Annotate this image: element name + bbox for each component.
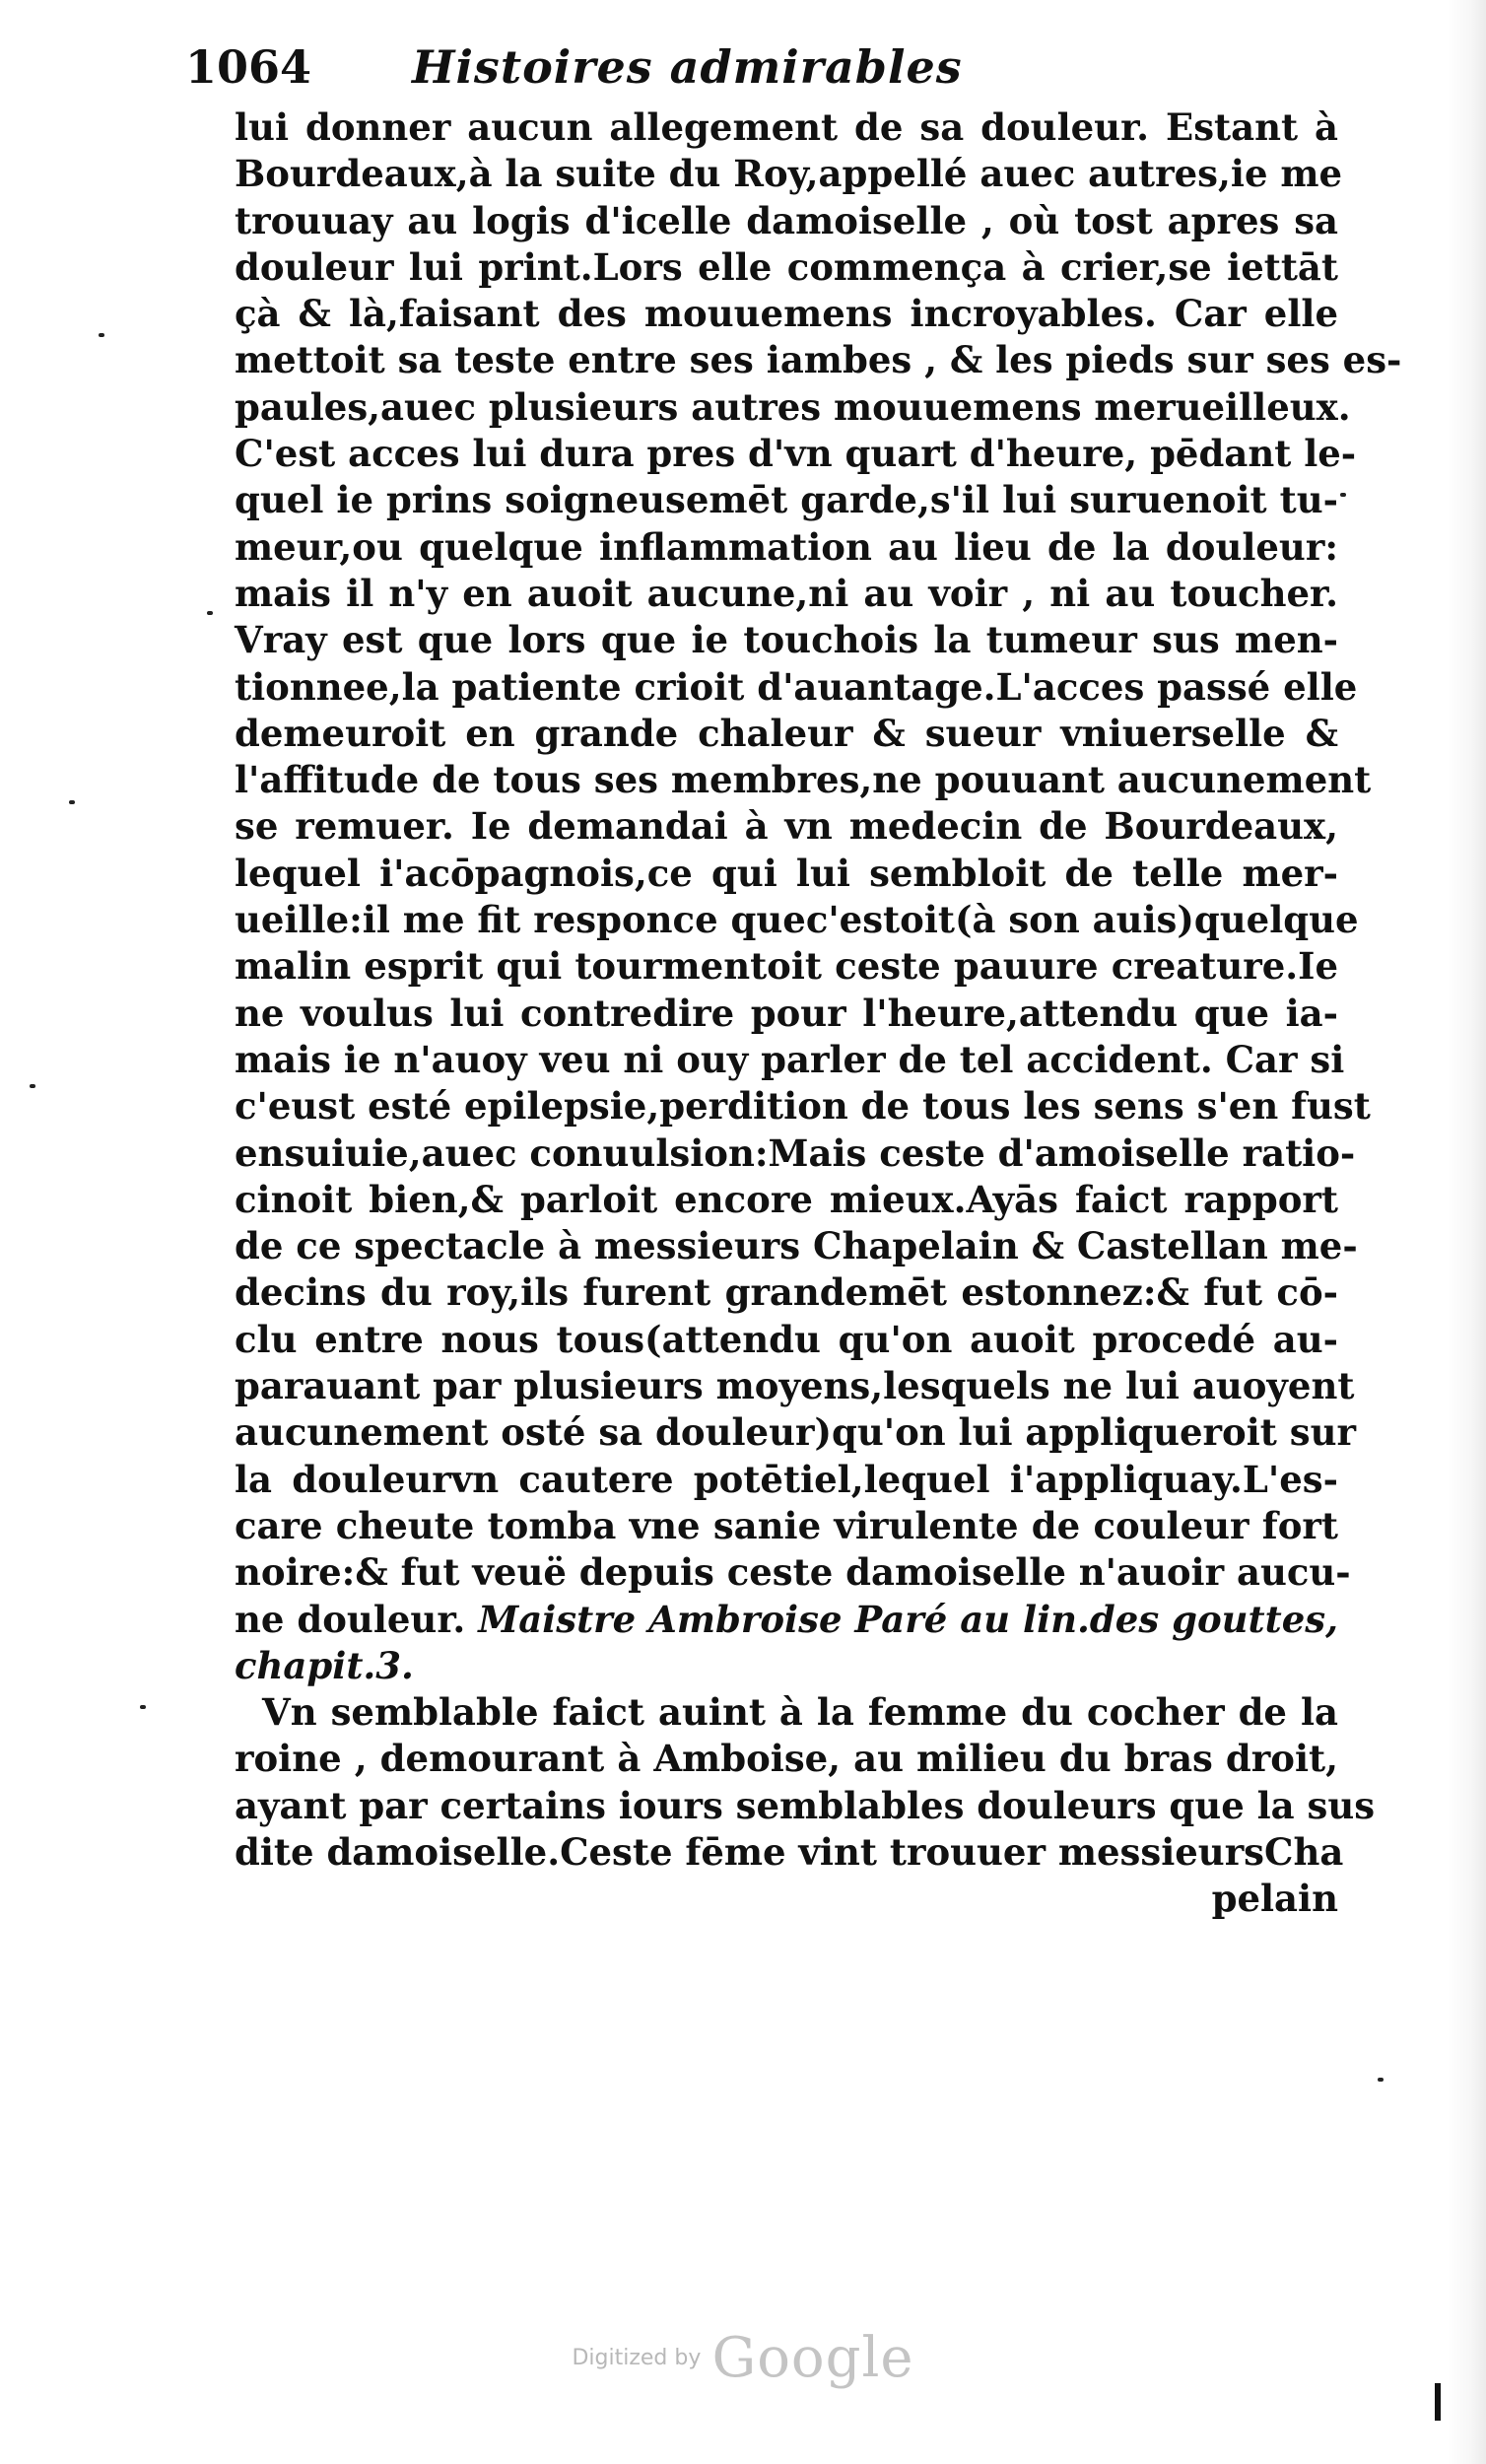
google-logo: Google <box>711 2326 914 2390</box>
page-number: 1064 <box>185 40 312 94</box>
text-line: care cheute tomba vne sanie virulente de couleur fort <box>235 1503 1338 1547</box>
paragraph-line: ayant par certains iours semblables douleurs que la sus <box>235 1783 1376 1827</box>
margin-speck <box>140 1705 146 1709</box>
citation-lead: ne douleur. <box>235 1597 466 1641</box>
text-line: c'eust esté epilepsie,perdition de tous les sens s'en fust <box>235 1084 1371 1129</box>
margin-speck <box>99 333 104 337</box>
text-line: mais ie n'auoy veu ni ouy parler de tel accident. Car si <box>235 1037 1345 1081</box>
margin-speck <box>1340 493 1346 497</box>
text-line: Vray est que lors que ie touchois la tumeur sus men- <box>235 618 1338 662</box>
paragraph-line: Vn semblable faict auint à la femme du cocher de la <box>262 1690 1338 1735</box>
text-line: lui donner aucun allegement de sa douleur. Estant à <box>235 105 1338 149</box>
digitized-footer <box>0 2326 1486 2390</box>
paragraph-line: dite damoiselle.Ceste fēme vint trouuer messieursCha <box>235 1829 1344 1874</box>
text-line: cinoit bien,& parloit encore mieux.Ayās faict rapport <box>235 1177 1338 1221</box>
citation-line <box>235 1597 1338 1643</box>
text-line: C'est acces lui dura pres d'vn quart d'heure, pēdant le- <box>235 432 1357 476</box>
text-line: lequel i'acōpagnois,ce qui lui sembloit de telle mer- <box>235 851 1338 895</box>
text-line: çà & là,faisant des mouuemens incroyables. Car elle <box>235 292 1338 336</box>
paragraph-line: roine , demourant à Amboise, au milieu du bras droit, <box>235 1737 1338 1781</box>
citation-line-cont <box>235 1643 1338 1689</box>
citation-source: Maistre Ambroise Paré au lin.des gouttes, <box>478 1597 1338 1641</box>
text-line: l'affitude de tous ses membres,ne pouuant aucunement <box>235 758 1372 802</box>
text-line: noire:& fut veuë depuis ceste damoiselle n'auoir aucu- <box>235 1550 1351 1595</box>
margin-speck <box>1378 2078 1384 2082</box>
page-edge-shadow <box>1447 0 1486 2464</box>
text-line: mais il n'y en auoit aucune,ni au voir , ni au toucher. <box>235 571 1338 615</box>
text-line: quel ie prins soigneusemēt garde,s'il lui suruenoit tu- <box>235 478 1338 522</box>
text-line: mettoit sa teste entre ses iambes , & les pieds sur ses es- <box>235 338 1402 382</box>
catchword: pelain <box>1211 1877 1338 1921</box>
text-line: demeuroit en grande chaleur & sueur vniuerselle & <box>235 711 1338 755</box>
text-line: malin esprit qui tourmentoit ceste pauure creature.Ie <box>235 944 1338 989</box>
margin-speck <box>30 1084 35 1088</box>
digitized-label: Digitized by <box>572 2346 702 2370</box>
text-line: paules,auec plusieurs autres mouuemens merueilleux. <box>235 384 1351 429</box>
text-line: se remuer. Ie demandai à vn medecin de Bourdeaux, <box>235 804 1338 849</box>
text-line: trouuay au logis d'icelle damoiselle , où tost apres sa <box>235 198 1338 242</box>
text-line: de ce spectacle à messieurs Chapelain & Castellan me- <box>235 1224 1358 1268</box>
text-line: ne voulus lui contredire pour l'heure,attendu que ia- <box>235 991 1338 1035</box>
corner-mark <box>1435 2383 1441 2421</box>
margin-speck <box>69 800 75 804</box>
text-line: parauant par plusieurs moyens,lesquels ne lui auoyent <box>235 1364 1355 1408</box>
text-line: meur,ou quelque inflammation au lieu de la douleur: <box>235 524 1338 569</box>
text-line: Bourdeaux,à la suite du Roy,appellé auec autres,ie me <box>235 152 1343 196</box>
margin-speck <box>207 611 213 615</box>
text-line: ensuiuie,auec conuulsion:Mais ceste d'amoiselle ratio- <box>235 1130 1356 1175</box>
text-line: la douleurvn cautere potētiel,lequel i'appliquay.L'es- <box>235 1457 1338 1501</box>
running-head <box>185 28 1072 106</box>
text-line: douleur lui print.Lors elle commença à crier,se iettāt <box>235 244 1338 289</box>
text-line: decins du roy,ils furent grandemēt estonnez:& fut cō- <box>235 1270 1338 1315</box>
citation-chapter: chapit.3. <box>235 1643 414 1687</box>
text-line: ueille:il me fit responce quec'estoit(à son auis)quelque <box>235 898 1359 942</box>
main-text <box>235 104 1402 1923</box>
text-line: clu entre nous tous(attendu qu'on auoit procedé au- <box>235 1317 1338 1361</box>
text-line: tionnee,la patiente crioit d'auantage.L'acces passé elle <box>235 664 1358 709</box>
running-title: Histoires admirables <box>412 40 963 94</box>
text-line: aucunement osté sa douleur)qu'on lui appliqueroit sur <box>235 1410 1356 1455</box>
